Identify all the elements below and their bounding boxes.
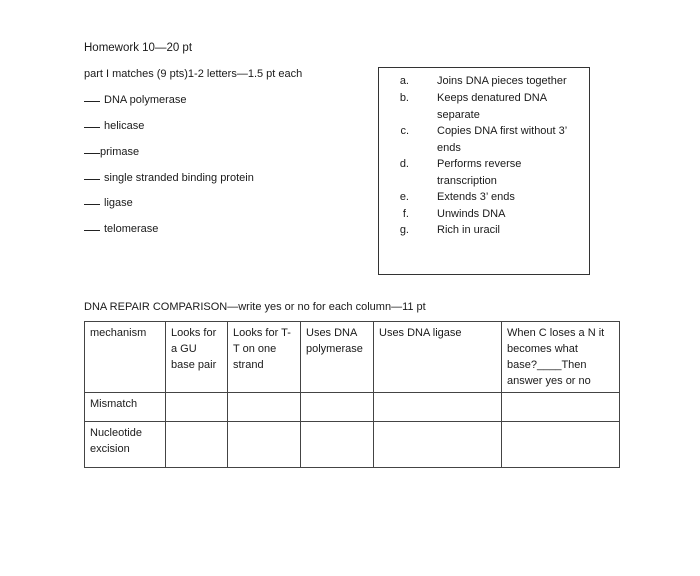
match-item-dna-polymerase <box>84 94 187 106</box>
answer-blank[interactable] <box>84 204 100 205</box>
header-cell-c-loses-n: When C loses a N it becomes what base?____Then answer yes or no <box>502 322 620 393</box>
match-item-primase <box>84 146 139 158</box>
option-letter: g. <box>399 224 409 236</box>
term-label: single stranded binding protein <box>104 172 254 184</box>
term-label: helicase <box>104 120 145 132</box>
match-item-ligase <box>84 197 133 209</box>
match-item-ssb-protein <box>84 172 254 184</box>
option-letter: e. <box>399 191 409 203</box>
answer-cell[interactable] <box>301 393 374 422</box>
term-label: ligase <box>104 197 133 209</box>
answer-cell[interactable] <box>228 422 301 468</box>
part1-heading: part I matches (9 pts)1-2 letters—1.5 pt each <box>84 68 303 80</box>
answer-cell[interactable] <box>502 422 620 468</box>
option-letter: a. <box>399 75 409 87</box>
answer-cell[interactable] <box>228 393 301 422</box>
answer-cell[interactable] <box>374 393 502 422</box>
repair-comparison-table <box>84 321 620 468</box>
option-text: Keeps denatured DNA separate <box>437 92 548 121</box>
header-cell-dna-ligase: Uses DNA ligase <box>374 322 502 393</box>
option-text: Rich in uracil <box>437 224 500 236</box>
option-letter: d. <box>399 158 409 170</box>
answer-blank[interactable] <box>84 101 100 102</box>
answer-cell[interactable] <box>166 393 228 422</box>
answer-cell[interactable] <box>502 393 620 422</box>
table-row <box>85 393 620 422</box>
option-letter: f. <box>402 208 409 220</box>
options-box <box>378 67 590 275</box>
homework-title: Homework 10—20 pt <box>84 42 193 54</box>
match-item-helicase <box>84 120 144 132</box>
repair-heading: DNA REPAIR COMPARISON—write yes or no for each column—11 pt <box>84 301 426 313</box>
match-item-telomerase <box>84 223 158 235</box>
option-text: Copies DNA first without 3’ ends <box>437 125 568 154</box>
table-header-row <box>85 322 620 393</box>
option-letter: b. <box>399 92 409 104</box>
header-cell-dna-polymerase: Uses DNA polymerase <box>301 322 374 393</box>
answer-cell[interactable] <box>374 422 502 468</box>
answer-blank[interactable] <box>84 127 100 128</box>
option-text: Extends 3’ ends <box>437 191 515 203</box>
header-cell-gu-pair: Looks for a GU base pair <box>166 322 228 393</box>
option-text: Unwinds DNA <box>437 208 506 220</box>
term-label: DNA polymerase <box>104 94 187 106</box>
option-text: Performs reverse transcription <box>437 158 522 187</box>
header-cell-tt-strand: Looks for T- T on one strand <box>228 322 301 393</box>
answer-blank[interactable] <box>84 153 100 154</box>
table-row <box>85 422 620 468</box>
row-label-mismatch: Mismatch <box>85 393 166 422</box>
term-label: telomerase <box>104 223 159 235</box>
option-letter: c. <box>400 125 409 137</box>
answer-cell[interactable] <box>166 422 228 468</box>
term-label: primase <box>100 146 140 158</box>
row-label-nucleotide-excision: Nucleotide excision <box>85 422 166 468</box>
header-cell-mechanism: mechanism <box>85 322 166 393</box>
answer-blank[interactable] <box>84 230 100 231</box>
answer-blank[interactable] <box>84 179 100 180</box>
option-text: Joins DNA pieces together <box>437 75 567 87</box>
answer-cell[interactable] <box>301 422 374 468</box>
